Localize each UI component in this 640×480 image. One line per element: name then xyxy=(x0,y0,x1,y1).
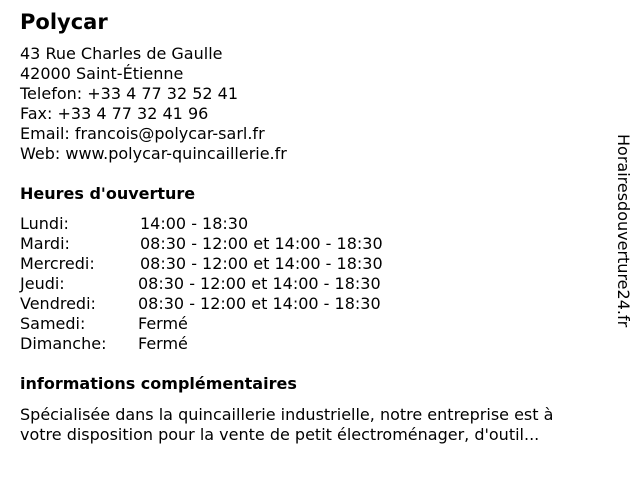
hours-time: 14:00 - 18:30 xyxy=(140,214,249,233)
hours-day: Dimanche: xyxy=(20,334,107,353)
fax-number: Fax: +33 4 77 32 41 96 xyxy=(20,104,209,123)
business-name: Polycar xyxy=(20,10,108,34)
hours-day: Vendredi: xyxy=(20,294,96,313)
email-address: Email: francois@polycar-sarl.fr xyxy=(20,124,265,143)
contact-block xyxy=(20,44,287,164)
hours-day: Lundi: xyxy=(20,214,69,233)
hours-time: 08:30 - 12:00 et 14:00 - 18:30 xyxy=(138,294,381,313)
info-heading: informations complémentaires xyxy=(20,374,297,393)
business-description: Spécialisée dans la quincaillerie industrielle, notre entreprise est à votre disposition pour la vente de petit électroménager, d'outil... xyxy=(20,405,554,444)
hours-heading: Heures d'ouverture xyxy=(20,184,196,203)
hours-time: 08:30 - 12:00 et 14:00 - 18:30 xyxy=(140,254,383,273)
phone-number: Telefon: +33 4 77 32 52 41 xyxy=(20,84,239,103)
brand-watermark xyxy=(613,134,633,344)
hours-day: Mardi: xyxy=(20,234,70,253)
website-url: Web: www.polycar-quincaillerie.fr xyxy=(20,144,287,163)
hours-day: Jeudi: xyxy=(20,274,65,293)
hours-time: Fermé xyxy=(138,314,188,333)
hours-day: Samedi: xyxy=(20,314,86,333)
address-line-1: 43 Rue Charles de Gaulle xyxy=(20,44,223,63)
brand-watermark-text: Horairesdouverture24.fr xyxy=(614,134,633,328)
address-line-2: 42000 Saint-Étienne xyxy=(20,64,184,83)
hours-time: Fermé xyxy=(138,334,188,353)
hours-time: 08:30 - 12:00 et 14:00 - 18:30 xyxy=(140,234,383,253)
hours-day: Mercredi: xyxy=(20,254,95,273)
hours-time: 08:30 - 12:00 et 14:00 - 18:30 xyxy=(138,274,381,293)
